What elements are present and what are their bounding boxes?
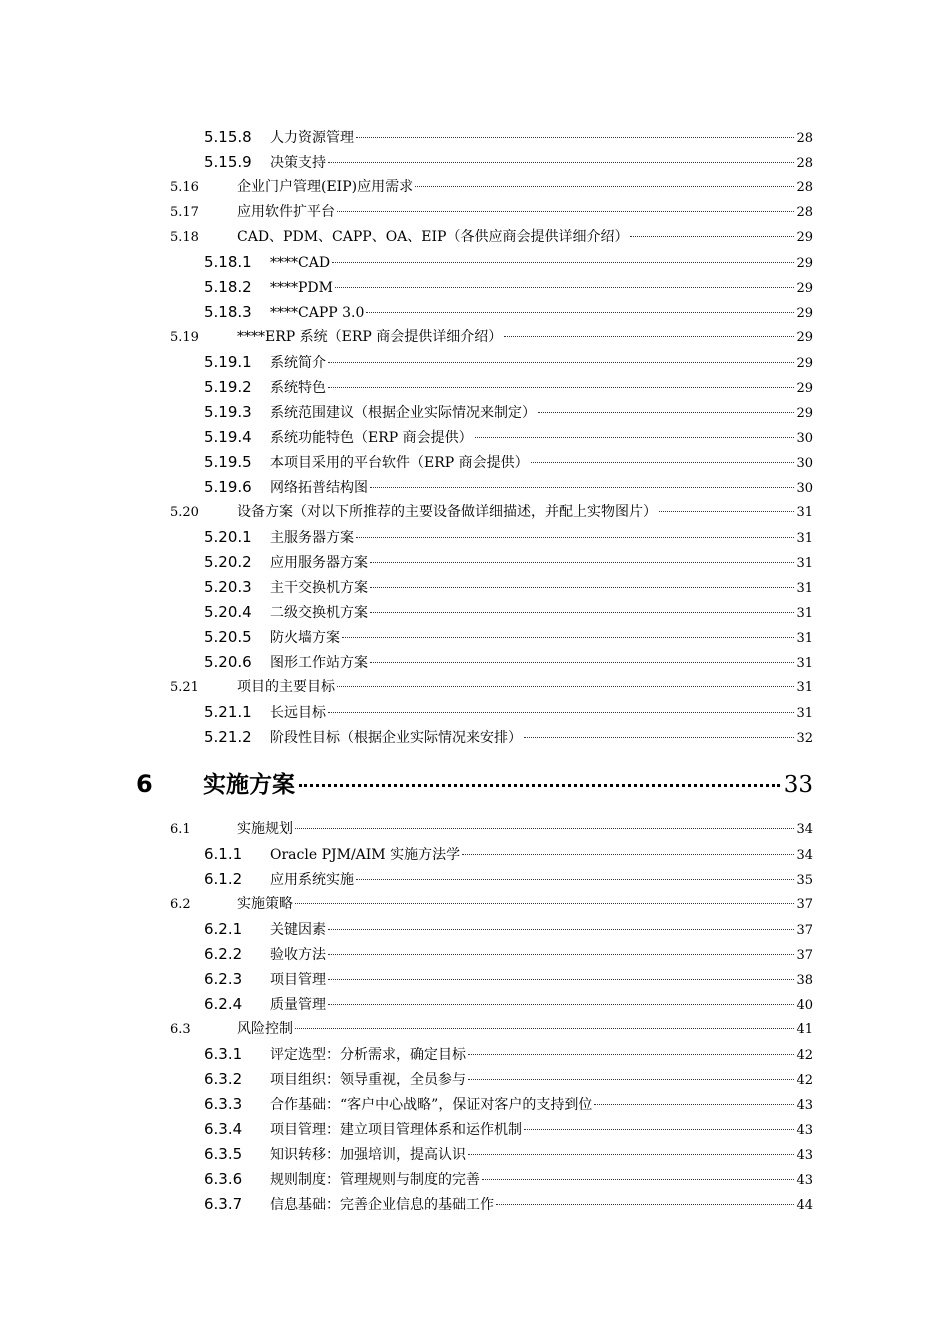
dot-leader (356, 878, 794, 880)
dot-leader (328, 161, 794, 163)
toc-entry-number: 5.19.1 (204, 353, 252, 371)
toc-entry-title: Oracle PJM/AIM 实施方法学 (270, 847, 461, 863)
dot-leader (366, 311, 794, 313)
toc-entry-number: 5.19.5 (204, 453, 252, 471)
toc-entry-page-number: 40 (796, 998, 813, 1013)
toc-entry-page-number: 31 (796, 606, 813, 621)
dot-leader (328, 361, 794, 363)
toc-entry-page-number: 43 (796, 1173, 813, 1188)
dot-leader (328, 711, 794, 713)
toc-entry-title: 人力资源管理 (270, 130, 354, 146)
toc-entry-number: 5.20.6 (204, 653, 252, 671)
toc-entry[interactable] (170, 227, 813, 247)
toc-entry[interactable] (204, 1094, 813, 1114)
toc-entry[interactable] (204, 1069, 813, 1089)
toc-entry-title: 项目管理 (270, 972, 326, 988)
toc-entry[interactable] (204, 377, 813, 397)
toc-entry-page-number: 37 (796, 897, 813, 912)
dot-leader (328, 1003, 794, 1005)
toc-entry[interactable] (204, 302, 813, 322)
toc-entry[interactable] (204, 152, 813, 172)
toc-entry-page-number: 35 (796, 873, 813, 888)
toc-entry-page-number: 29 (796, 381, 813, 396)
chapter-title: 实施方案 (203, 772, 295, 798)
toc-entry-number: 5.19 (170, 330, 199, 345)
dot-leader (328, 978, 794, 980)
dot-leader (342, 636, 794, 638)
dot-leader (328, 928, 794, 930)
dot-leader (462, 853, 794, 855)
toc-entry-page-number: 29 (796, 230, 813, 245)
toc-entry[interactable] (204, 869, 813, 889)
toc-entry[interactable] (204, 402, 813, 422)
toc-entry[interactable] (204, 552, 813, 572)
chapter-page-number: 33 (783, 772, 813, 798)
toc-entry-number: 5.21.1 (204, 703, 252, 721)
toc-entry-number: 5.15.8 (204, 128, 252, 146)
toc-entry-title: 系统简介 (270, 355, 326, 371)
dot-leader (538, 411, 794, 413)
dot-leader (475, 436, 795, 438)
toc-entry-page-number: 28 (796, 131, 813, 146)
dot-leader (468, 1153, 794, 1155)
toc-entry-title: 设备方案（对以下所推荐的主要设备做详细描述，并配上实物图片） (237, 504, 657, 520)
toc-entry-title: 信息基础：完善企业信息的基础工作 (270, 1197, 494, 1213)
toc-entry-page-number: 31 (796, 656, 813, 671)
toc-entry[interactable] (170, 327, 813, 347)
toc-entry-title: 知识转移：加强培训，提高认识 (270, 1147, 466, 1163)
toc-entry[interactable] (170, 894, 813, 914)
toc-entry-title: ****ERP 系统（ERP 商会提供详细介绍） (237, 329, 503, 345)
toc-entry[interactable] (204, 127, 813, 147)
dot-leader (524, 1128, 794, 1130)
toc-entry[interactable] (204, 477, 813, 497)
toc-entry-number: 5.19.2 (204, 378, 252, 396)
toc-entry-number: 6.3.3 (204, 1095, 243, 1113)
dot-leader (415, 185, 794, 187)
toc-entry-page-number: 29 (796, 281, 813, 296)
toc-entry[interactable] (204, 702, 813, 722)
toc-entry-number: 6.3.7 (204, 1195, 243, 1213)
toc-entry-number: 6.2.4 (204, 995, 243, 1013)
toc-entry[interactable] (204, 944, 813, 964)
toc-entry-number: 6.1.1 (204, 845, 243, 863)
toc-entry-number: 5.20.5 (204, 628, 252, 646)
toc-entry[interactable] (204, 527, 813, 547)
toc-entry-number: 6.3.6 (204, 1170, 243, 1188)
toc-entry-number: 6.2.2 (204, 945, 243, 963)
toc-entry[interactable] (204, 577, 813, 597)
dot-leader (482, 1178, 794, 1180)
toc-entry-title: 阶段性目标（根据企业实际情况来安排） (270, 730, 522, 746)
toc-entry-title: ****CAPP 3.0 (270, 305, 365, 321)
toc-entry-title: 防火墙方案 (270, 630, 340, 646)
dot-leader (337, 210, 794, 212)
toc-entry-number: 5.21 (170, 680, 199, 695)
toc-entry-number: 5.16 (170, 180, 199, 195)
toc-entry-number: 6.1.2 (204, 870, 243, 888)
toc-entry[interactable] (204, 969, 813, 989)
toc-entry-title: 合作基础：“客户中心战略”，保证对客户的支持到位 (270, 1097, 593, 1113)
dot-leader (295, 827, 794, 829)
toc-entry-title: 系统范围建议（根据企业实际情况来制定） (270, 405, 536, 421)
dot-leader (524, 736, 794, 738)
toc-entry-title: 应用系统实施 (270, 872, 354, 888)
toc-entry-number: 6.3.4 (204, 1120, 243, 1138)
toc-entry-number: 5.18.3 (204, 303, 252, 321)
toc-entry-page-number: 41 (796, 1022, 813, 1037)
toc-entry-title: 实施策略 (237, 896, 293, 912)
toc-entry-page-number: 34 (796, 848, 813, 863)
toc-entry-title: 系统功能特色（ERP 商会提供） (270, 430, 473, 446)
toc-entry-title: ****PDM (270, 280, 333, 296)
toc-entry-title: ****CAD (270, 255, 331, 271)
toc-entry-title: 图形工作站方案 (270, 655, 368, 671)
toc-entry-page-number: 29 (796, 306, 813, 321)
toc-entry-page-number: 44 (796, 1198, 813, 1213)
dot-leader (299, 783, 780, 787)
toc-entry-number: 6.2.3 (204, 970, 243, 988)
toc-entry-number: 6.1 (170, 822, 191, 837)
toc-entry-title: 风险控制 (237, 1021, 293, 1037)
toc-entry-page-number: 31 (796, 706, 813, 721)
toc-entry[interactable] (170, 1019, 813, 1039)
toc-entry-number: 6.3.5 (204, 1145, 243, 1163)
toc-entry-title: CAD、PDM、CAPP、OA、EIP（各供应商会提供详细介绍） (237, 229, 629, 245)
toc-entry[interactable] (204, 652, 813, 672)
toc-entry[interactable] (204, 727, 813, 747)
toc-entry-page-number: 42 (796, 1073, 813, 1088)
toc-entry-number: 5.18.1 (204, 253, 252, 271)
toc-entry-number: 5.19.4 (204, 428, 252, 446)
dot-leader (659, 510, 794, 512)
toc-entry-title: 项目管理：建立项目管理体系和运作机制 (270, 1122, 522, 1138)
toc-entry-page-number: 37 (796, 923, 813, 938)
toc-entry-title: 本项目采用的平台软件（ERP 商会提供） (270, 455, 529, 471)
toc-entry-title: 二级交换机方案 (270, 605, 368, 621)
toc-entry[interactable] (204, 1119, 813, 1139)
toc-entry-number: 6.3 (170, 1022, 191, 1037)
toc-entry[interactable] (204, 627, 813, 647)
toc-entry-number: 6.3.1 (204, 1045, 243, 1063)
toc-entry-page-number: 43 (796, 1098, 813, 1113)
dot-leader (630, 235, 794, 237)
toc-entry-page-number: 31 (796, 581, 813, 596)
toc-entry-title: 实施规划 (237, 821, 293, 837)
toc-entry-number: 5.18 (170, 230, 199, 245)
toc-entry-title: 决策支持 (270, 155, 326, 171)
toc-entry-page-number: 42 (796, 1048, 813, 1063)
toc-entry-page-number: 31 (796, 505, 813, 520)
toc-entry-page-number: 28 (796, 205, 813, 220)
toc-entry-number: 5.18.2 (204, 278, 252, 296)
toc-entry-title: 应用服务器方案 (270, 555, 368, 571)
toc-entry-number: 5.20.3 (204, 578, 252, 596)
toc-entry[interactable] (204, 1144, 813, 1164)
toc-entry-title: 主干交换机方案 (270, 580, 368, 596)
toc-entry-page-number: 31 (796, 631, 813, 646)
toc-entry-page-number: 30 (796, 456, 813, 471)
dot-leader (295, 902, 794, 904)
toc-entry[interactable] (204, 1194, 813, 1214)
dot-leader (337, 685, 794, 687)
toc-entry-page-number: 31 (796, 531, 813, 546)
toc-entry-page-number: 31 (796, 680, 813, 695)
toc-entry-number: 5.20.2 (204, 553, 252, 571)
dot-leader (504, 335, 794, 337)
toc-entry[interactable] (170, 819, 813, 839)
toc-entry-title: 验收方法 (270, 947, 326, 963)
toc-entry[interactable] (204, 602, 813, 622)
dot-leader (370, 586, 794, 588)
toc-entry-page-number: 32 (796, 731, 813, 746)
toc-entry-title: 系统特色 (270, 380, 326, 396)
chapter-number: 6 (136, 770, 153, 798)
toc-entry[interactable] (204, 1169, 813, 1189)
toc-entry[interactable] (170, 177, 813, 197)
dot-leader (335, 286, 794, 288)
toc-entry-number: 5.19.3 (204, 403, 252, 421)
toc-entry[interactable] (204, 1044, 813, 1064)
dot-leader (496, 1203, 794, 1205)
dot-leader (332, 261, 794, 263)
toc-entry-number: 6.2 (170, 897, 191, 912)
toc-entry-page-number: 30 (796, 431, 813, 446)
toc-entry[interactable] (204, 277, 813, 297)
toc-entry[interactable] (204, 452, 813, 472)
toc-entry-page-number: 31 (796, 556, 813, 571)
toc-entry[interactable] (170, 202, 813, 222)
toc-entry[interactable] (204, 427, 813, 447)
toc-entry[interactable] (204, 844, 813, 864)
toc-entry-page-number: 34 (796, 822, 813, 837)
toc-entry-number: 5.20.4 (204, 603, 252, 621)
toc-entry-page-number: 28 (796, 180, 813, 195)
dot-leader (468, 1053, 794, 1055)
toc-entry-title: 项目的主要目标 (237, 679, 335, 695)
toc-entry-title: 质量管理 (270, 997, 326, 1013)
toc-entry-title: 项目组织：领导重视，全员参与 (270, 1072, 466, 1088)
toc-entry-page-number: 28 (796, 156, 813, 171)
toc-entry-title: 规则制度：管理规则与制度的完善 (270, 1172, 480, 1188)
toc-entry-page-number: 38 (796, 973, 813, 988)
toc-entry-number: 5.17 (170, 205, 199, 220)
dot-leader (468, 1078, 794, 1080)
toc-entry-page-number: 43 (796, 1123, 813, 1138)
toc-entry-page-number: 37 (796, 948, 813, 963)
toc-entry-number: 5.15.9 (204, 153, 252, 171)
toc-entry[interactable] (204, 919, 813, 939)
toc-entry-number: 6.2.1 (204, 920, 243, 938)
toc-entry-title: 企业门户管理(EIP)应用需求 (237, 179, 414, 195)
dot-leader (356, 136, 794, 138)
dot-leader (531, 461, 795, 463)
toc-entry-number: 5.20 (170, 505, 199, 520)
toc-entry-page-number: 29 (796, 256, 813, 271)
toc-entry-title: 主服务器方案 (270, 530, 354, 546)
toc-entry-number: 5.21.2 (204, 728, 252, 746)
toc-entry[interactable] (170, 677, 813, 697)
dot-leader (594, 1103, 794, 1105)
toc-entry-title: 应用软件扩平台 (237, 204, 335, 220)
toc-entry[interactable] (204, 252, 813, 272)
toc-entry-number: 5.20.1 (204, 528, 252, 546)
toc-entry-title: 关键因素 (270, 922, 326, 938)
toc-entry-page-number: 29 (796, 330, 813, 345)
dot-leader (370, 661, 794, 663)
toc-entry[interactable] (204, 352, 813, 372)
toc-entry-title: 评定选型：分析需求，确定目标 (270, 1047, 466, 1063)
dot-leader (328, 953, 794, 955)
dot-leader (356, 536, 794, 538)
toc-entry[interactable] (204, 994, 813, 1014)
dot-leader (295, 1027, 794, 1029)
dot-leader (370, 561, 794, 563)
toc-entry-page-number: 30 (796, 481, 813, 496)
toc-entry-page-number: 29 (796, 406, 813, 421)
dot-leader (328, 386, 794, 388)
toc-entry-number: 5.19.6 (204, 478, 252, 496)
dot-leader (370, 486, 794, 488)
toc-entry[interactable] (170, 502, 813, 522)
toc-entry-page-number: 43 (796, 1148, 813, 1163)
dot-leader (370, 611, 794, 613)
toc-entry-title: 网络拓普结构图 (270, 480, 368, 496)
toc-chapter-entry[interactable] (136, 766, 813, 800)
toc-entry-number: 6.3.2 (204, 1070, 243, 1088)
toc-entry-title: 长远目标 (270, 705, 326, 721)
toc-entry-page-number: 29 (796, 356, 813, 371)
